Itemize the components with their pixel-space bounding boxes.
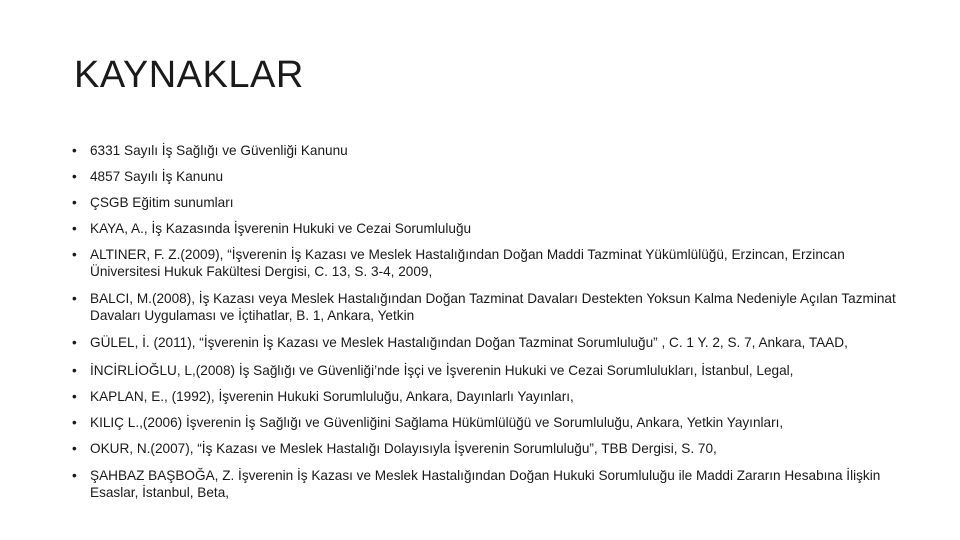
reference-text: 4857 Sayılı İş Kanunu	[90, 169, 224, 184]
list-item	[72, 389, 902, 406]
bullet-icon: •	[72, 247, 77, 262]
bullet-icon: •	[72, 414, 77, 430]
bullet-icon: •	[72, 388, 77, 404]
reference-text: ÇSGB Eğitim sunumları	[90, 195, 234, 210]
page-title: KAYNAKLAR	[74, 54, 304, 96]
bullet-icon: •	[72, 440, 77, 456]
reference-text: , (1992), İşverenin Hukuki Sorumluluğu, Ankara, Dayınlarlı Yayınları,	[164, 388, 574, 404]
reference-author: İNCİRLİOĞLU, L,	[90, 362, 196, 378]
bullet-icon: •	[72, 195, 77, 210]
bullet-icon: •	[72, 335, 77, 350]
reference-text: ,(2006) İşverenin İş Sağlığı ve Güvenliğini Sağlama Hükümlülüğü ve Sorumluluğu, Ankara, Yetkin Yayınları,	[139, 414, 784, 430]
reference-list	[72, 143, 902, 501]
reference-author: OKUR, N.	[90, 440, 151, 456]
list-item	[72, 415, 902, 432]
list-item	[72, 468, 902, 501]
reference-text: 6331 Sayılı İş Sağlığı ve Güvenliği Kanunu	[90, 143, 348, 158]
reference-text: (2011), “İşverenin İş Kazası ve Meslek Hastalığından Doğan Tazminat Sorumluluğu” , C. 1 Y. 2, S. 7, Ankara, TAAD,	[149, 335, 848, 350]
reference-author: ALTINER, F. Z.	[90, 247, 181, 262]
list-item	[72, 247, 902, 280]
reference-text: (2009), “İşverenin İş Kazası ve Meslek Hastalığından Doğan Maddi Tazminat Yükümlülüğü, Erzincan, Erzincan Üniversitesi Hukuk Fakültesi Dergisi, C. 13, S. 3-4, 2009,	[90, 247, 845, 279]
reference-author: ŞAHBAZ BAŞBOĞA, Z.	[90, 468, 235, 483]
list-item	[72, 335, 902, 352]
list-item	[72, 195, 902, 212]
reference-text: İşverenin İş Kazası ve Meslek Hastalığından Doğan Hukuki Sorumluluğu ile Maddi Zararın Hesabına İlişkin Esaslar, İstanbul, Beta,	[90, 468, 881, 500]
bullet-icon: •	[72, 221, 77, 236]
list-item	[72, 441, 902, 458]
list-item	[72, 221, 902, 238]
reference-text: (2008) İş Sağlığı ve Güvenliği’nde İşçi ve İşverenin Hukuki ve Cezai Sorumlulukları, İstanbul, Legal,	[195, 362, 794, 378]
reference-author: GÜLEL, İ.	[90, 335, 150, 350]
reference-author: KAYA, A.	[90, 221, 144, 236]
list-item	[72, 291, 902, 324]
bullet-icon: •	[72, 468, 77, 483]
reference-text: (2008), İş Kazası veya Meslek Hastalığından Doğan Tazminat Davaları Destekten Yoksun Kalma Nedeniyle Açılan Tazminat Davaları Uygulaması ve İçtihatlar, B. 1, Ankara, Yetkin	[90, 291, 896, 323]
list-item	[72, 363, 902, 380]
reference-author: BALCI, M.	[90, 291, 152, 306]
bullet-icon: •	[72, 362, 77, 378]
list-item	[72, 169, 902, 186]
list-item	[72, 143, 902, 160]
bullet-icon: •	[72, 143, 77, 158]
reference-text: (2007), “İş Kazası ve Meslek Hastalığı Dolayısıyla İşverenin Sorumluluğu”, TBB Dergisi, S. 70,	[150, 440, 717, 456]
bullet-icon: •	[72, 291, 77, 306]
reference-author: KILIÇ L.	[90, 414, 140, 430]
bullet-icon: •	[72, 169, 77, 184]
reference-text: , İş Kazasında İşverenin Hukuki ve Cezai Sorumluluğu	[143, 221, 472, 236]
reference-author: KAPLAN, E.	[90, 388, 165, 404]
